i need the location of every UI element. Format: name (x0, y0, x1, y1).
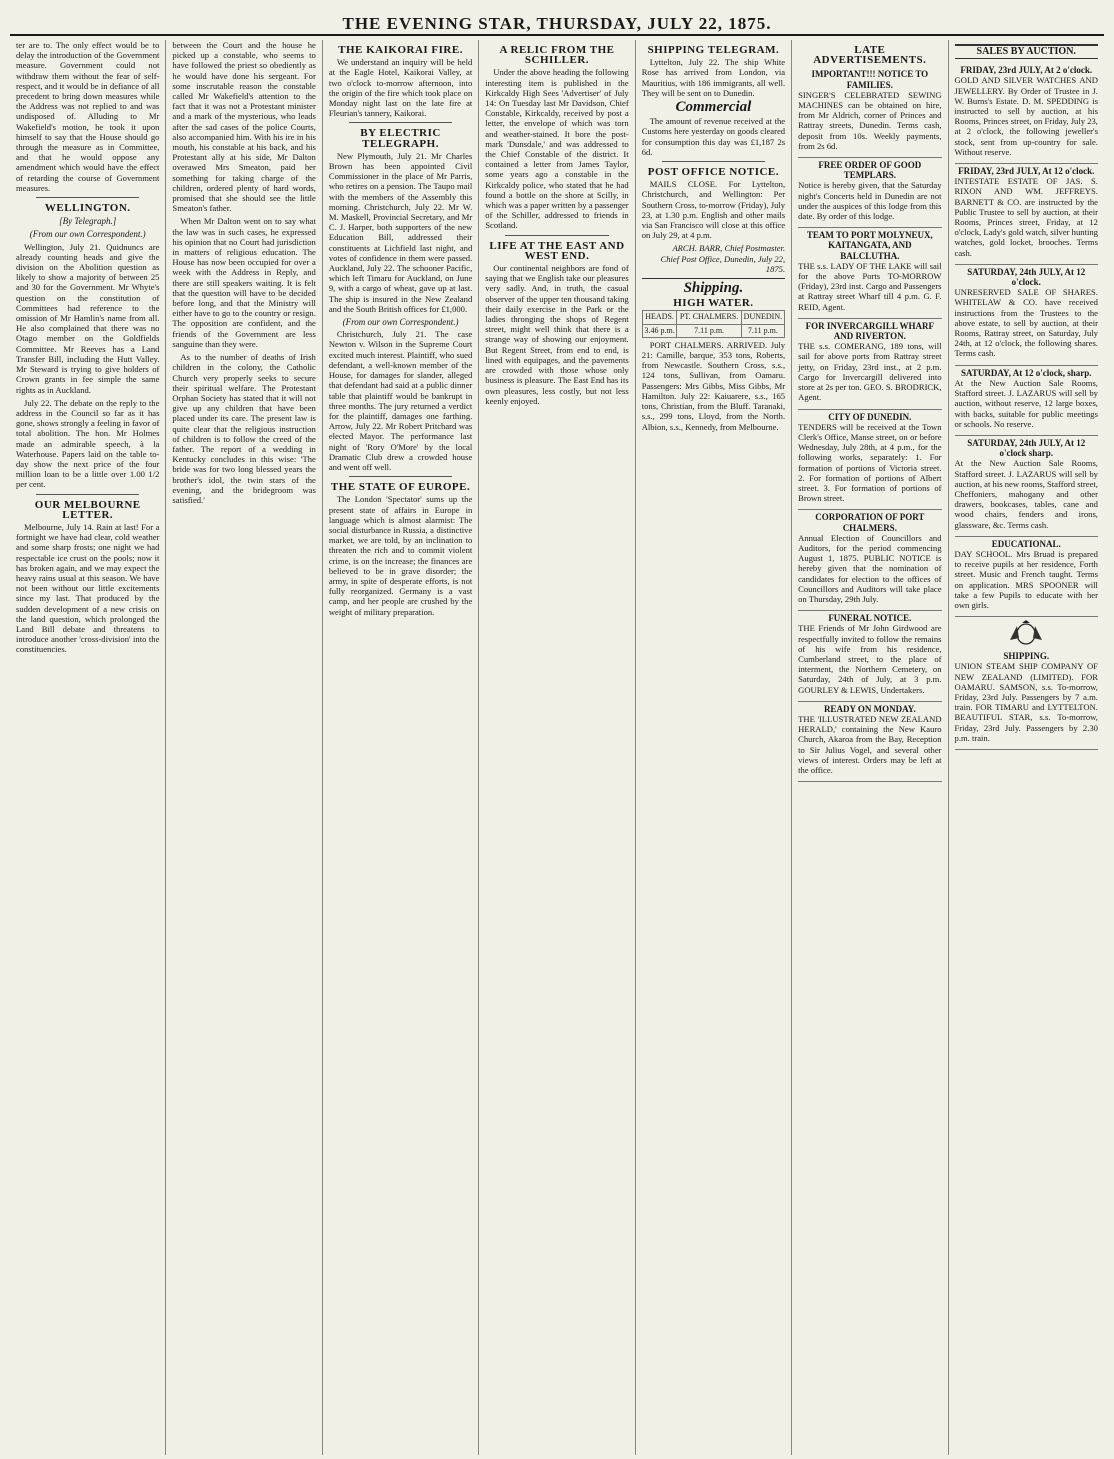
advertisement-text: Annual Election of Councillors and Auditors, for the period commencing August 1, 1875. PUBLIC NOTICE is hereby given that the nomination of candidates for election to the offices of Councillors and Auditors will take place on Thursday, 29th July. (798, 532, 942, 604)
intro-text: ter are to. The only effect would be to delay the introduction of the Government measure. Government could not withdraw them without the fear of self-respect, and it would be in defiance of all precedent to bring down measures while the Address was not replied to and was undisposed of. Alluding to Mr Wakefield's motion, he took it upon himself to say that the House should go through the measure as in Committee, and that he would oppose any amendment which would have the effect of retarding the course of Government measures. (16, 40, 160, 193)
divider (642, 278, 785, 279)
melbourne-heading: OUR MELBOURNE LETTER. (34, 498, 141, 521)
column-3 (323, 40, 479, 1455)
masthead (10, 6, 1104, 36)
late-advertisements-heading: LATE ADVERTISEMENTS. (813, 44, 927, 67)
advertisement-text: Notice is hereby given, that the Saturday night's Concerts held in Dunedin are not under the auspices of this lodge from this date. By order of this lodge. (798, 180, 942, 222)
article-text: between the Court and the house he picked up a constable, who seems to have followed the priest so obediently as he would have done his sergeant. For some inscrutable reason the constable called Mr Wakefield's attention to the fact that it was not a Protestant minister and a mark of the mysterious, who leads after the sad cases of the police Courts, also accompanied him. With his ire in his mouth, his constable at his back, and his Protestant ally at his side, Mr Dalton overawed Mrs Smeaton, paid her something for taking charge of the children, ordered plenty of hard words, promised that she should see the little Smeaton's father. (172, 40, 316, 214)
table-cell: 7.11 p.m. (741, 324, 784, 337)
kaikorai-text: We understand an inquiry will be held at the Eagle Hotel, Kaikorai Valley, at two o'clock to-morrow afternoon, into the origin of the fire which took place on Monday night last on the late fire at Fleurian's tannery, Kaikorai. (328, 57, 473, 119)
advertisement-heading: FREE ORDER OF GOOD TEMPLARS. (818, 160, 922, 181)
divider (36, 494, 139, 495)
life-text: Our continental neighbors are fond of saying that we English take our pleasures very sadly. And, in truth, the casual observer of the upper ten thousand taking their daily exercise in the Park or the ladies thronging the shops of Regent street, might well think that there is a strange way of showing our enjoyment. But Regent Street, from end to end, is lined with equipages, and the pavements are crowded with those whose only business is pleasure. The East End has its own pleasures, less costly, but not less keenly enjoyed. (485, 263, 629, 406)
advertisement-heading: SATURDAY, 24th JULY, At 12 o'clock. (967, 266, 1086, 288)
advertisement (798, 319, 941, 410)
europe-text: The London 'Spectator' sums up the present state of affairs in Europe in language which is almost alarmist: The social disturbance in Russia, a distinctive market, we are told, by an inclination to threaten the rich and to commit violent crime, is on the increase; the finances are believed to be in grave disorder; the army, in spite of desperate efforts, is not fully reorganized. Germany is a vast camp, and her people are crushed by the weight of military preparation. (328, 494, 473, 617)
advertisement (798, 67, 941, 158)
advertisement-heading: FUNERAL NOTICE. (828, 613, 912, 624)
commercial-heading: Commercial (675, 99, 752, 116)
advertisement (955, 265, 1098, 366)
divider (505, 235, 608, 236)
divider (349, 476, 452, 477)
telegraph-text: New Plymouth, July 21. Mr Charles Brown has been appointed Civil Commissioner in the place of Mr Parris, who retires on a pension. The Taupo mail with the members of the Assembly this morning. Christchurch, July 22. Mr W. M. Maskell, Provincial Secretary, and Mr C. J. Harper, both supporters of the new Education Bill, addressed their constituents at Lichfield last night, and votes of confidence in them were passed. Auckland, July 22. The schooner Pacific, which left Timaru for Auckland, on June 9, with a cargo of wheat, gave up at last. The ship is insured in the New Zealand and the South British offices for £1,000. (328, 150, 473, 314)
advertisement-text: UNION STEAM SHIP COMPANY OF NEW ZEALAND (LIMITED). FOR OAMARU. SAMSON, s.s. To-morrow, Friday, 23rd July. Passengers by 7 a.m. train. FOR TIMARU and LYTTELTON. BEAUTIFUL STAR, s.s. To-morrow, Friday, 23rd July. Passengers by 2.30 p.m. train. (954, 661, 1098, 743)
advertisement (798, 410, 941, 511)
advertisement-text: At the New Auction Sale Rooms, Stafford street. J. LAZARUS will sell by auction, without reserve, 12 large boxes, with backs, suitable for public meetings or schools. No reserve. (954, 377, 1098, 429)
advertisement-heading: SATURDAY, At 12 o'clock, sharp. (961, 367, 1092, 378)
advertisement-heading: FRIDAY, 23rd JULY, At 12 o'clock. (958, 166, 1095, 177)
column-6 (792, 40, 948, 1455)
post-office-heading: POST OFFICE NOTICE. (647, 166, 780, 179)
schiller-text: Under the above heading the following interesting item is published in the Kirkcaldy High Sees 'Advertiser' of July 14: On Tuesday last Mr Davidson, Chief Constable, Kirkcaldy, received by post a letter, the envelope of which was torn and weather-stained. It bore the post-mark 'Dunsdale,' and was addressed to the Chief Constable of the district. It contained a letter from James Taylor, some years ago a constable in the Kirkcaldy police, who stated that he had found a bottle on the shore at Scilly, in which was a paper written by a passenger of the Schiller, addressed to friends in Scotland. (485, 67, 629, 231)
royal-crest-icon (1006, 620, 1046, 646)
advertisement-heading: SHIPPING. (1003, 651, 1050, 662)
advertisement (955, 63, 1098, 164)
advertisement (798, 158, 941, 228)
advertisement-text: SINGER'S CELEBRATED SEWING MACHINES can be obtained on hire, from Mr Aldrich, corner of Princes and Rattray streets, Dunedin. Terms cash, deposit from 10s. Weekly payments, from 2s 6d. (798, 89, 942, 151)
wellington-heading: WELLINGTON. (44, 202, 131, 215)
divider (662, 161, 765, 162)
table-cell: DUNEDIN. (741, 311, 784, 324)
column-4 (479, 40, 635, 1455)
wellington-byline-2: (From our own Correspondent.) (29, 229, 146, 240)
advertisement-text: THE s.s. LADY OF THE LAKE will sail for the above Ports TO-MORROW (Friday), 23rd inst. Cargo and Passengers at Rattray street Wharf till 4 p.m. G. F. REID, Agent. (798, 260, 942, 312)
post-office-signature: ARCH. BARR, Chief Postmaster. (672, 243, 786, 254)
article-text: When Mr Dalton went on to say what the law was in such cases, he expressed his opinion that no Court had jurisdiction in matters of religious education. The House has now been occupied for over a week with the Address in Reply, and there are still speakers waiting. It is felt that the question will have to be decided before long, and that the Ministry will either have to go to the country or resign. The opposition are confident, and the friends of the Government are less sanguine than they were. (172, 216, 316, 349)
auction-heading: SALES BY AUCTION. (955, 44, 1098, 59)
table-cell: 7.11 p.m. (677, 324, 741, 337)
advertisement (798, 228, 941, 319)
advertisement-text: At the New Auction Sale Rooms, Stafford street. J. LAZARUS will sell by auction, at his new rooms, Stafford street, Cheffoniers, mahogany and other drawers, bookcases, tables, cane and wood chairs, fenders and irons, glassware, &c. Terms cash. (954, 458, 1098, 530)
advertisement (955, 164, 1098, 265)
column-2 (166, 40, 322, 1455)
advertisement (955, 436, 1098, 537)
shipping-telegram-text: Lyttelton, July 22. The ship White Rose has arrived from London, via Mauritius, with 186 immigrants, all well. They will be sent on to Dunedin. (641, 57, 786, 98)
kaikorai-heading: THE KAIKORAI FIRE. (338, 44, 463, 56)
columns (10, 40, 1104, 1455)
advertisement (798, 510, 941, 611)
column-1 (10, 40, 166, 1455)
advertisement-text: GOLD AND SILVER WATCHES AND JEWELLERY. By Order of Trustee in J. W. Burns's Estate. D. M. SPEDDING is instructed to sell by auction, at his Rooms, Princes street, on Friday, July 23, at 2 o'clock, the following jeweller's stock, sent from up-country for sale. Without reserve. (954, 75, 1098, 157)
melbourne-text: Melbourne, July 14. Rain at last! For a fortnight we have had clear, cold weather and some sharp frosts; one night we had respectable ice crust on the pools; now it has broken again, and we may expect the heavy rains usual at this season. We have not been without our little excitements since my last. That produced by the sudden development of a new crisis on the land question, which prolonged the Land Bill debate and threatens to introduce another 'cross-division' into the constituencies. (16, 521, 160, 655)
advertisement-heading: CORPORATION OF PORT CHALMERS. (815, 512, 925, 533)
advertisement-text: THE Friends of Mr John Girdwood are respectfully invited to follow the remains of his wife from his residence, Cumberland street, to the place of interment, the Northern Cemetery, on Saturday, 24th of July, at 3 p.m. GOURLEY & LEWIS, Undertakers. (798, 623, 942, 695)
advertisement-heading: CITY OF DUNEDIN. (828, 411, 912, 422)
column-7 (949, 40, 1104, 1455)
life-heading: LIFE AT THE EAST AND WEST END. (489, 239, 625, 262)
advertisement-heading: READY ON MONDAY. (823, 703, 916, 714)
advertisement-text: INTESTATE ESTATE OF JAS. S. RIXON AND WM. JEFFREYS. BARNETT & CO. are instructed by the Public Trustee to sell by auction, at their Rooms, Princes street, Friday, at 12 o'clock, Lady's gold watch, silver hunting watches, gold locket, brooches. Terms cash. (954, 176, 1098, 258)
masthead-title: THE EVENING STAR, THURSDAY, JULY 22, 1875. (342, 14, 772, 33)
advertisement-heading: SATURDAY, 24th JULY, At 12 o'clock sharp. (967, 437, 1086, 459)
commercial-text: The amount of revenue received at the Customs here yesterday on goods cleared for consumption this day was £1,187 2s 6d. (641, 116, 786, 157)
advertisement-heading: FOR INVERCARGILL WHARF AND RIVERTON. (805, 320, 934, 342)
table-cell: PT. CHALMERS. (677, 311, 741, 324)
advertisement (955, 649, 1098, 750)
advertisement (955, 537, 1098, 617)
wellington-byline: [By Telegraph.] (59, 216, 117, 227)
advertisement (798, 611, 941, 702)
advertisement-text: THE s.s. COMERANG, 189 tons, will sail for above ports from Rattray street jetty, on Friday, 23rd inst., at 2 p.m. Cargo for Invercargill delivered into store at 2s per ton. GEO. S. BRODRICK, Agent. (798, 341, 942, 403)
divider (349, 122, 452, 123)
high-water-table (642, 310, 785, 337)
divider (36, 197, 139, 198)
wellington-text-2: July 22. The debate on the reply to the address in the Council so far as it has gone, shows strongly a feeling in favor of total abolition. The hon. Mr Holmes made an admirable speech, à la Waterhouse. Papers laid on the table to-day show the next price of the four million loan to be a little over 1.00 1/2 per cent. (16, 397, 160, 490)
table-cell: 3.46 p.m. (642, 324, 677, 337)
advertisement-text: DAY SCHOOL. Mrs Bruad is prepared to receive pupils at her residence, Forth street. Music and French taught. Terms on application. MRS SPOONER will take a few Pupils to educate with her own girls. (954, 548, 1098, 610)
table-row (642, 324, 784, 337)
advertisement-heading: FRIDAY, 23rd JULY, At 2 o'clock. (960, 65, 1093, 76)
advertisement-text: TENDERS will be received at the Town Clerk's Office, Manse street, on or before Wednesday, July 28th, at 4 p.m., for the following works, separately: 1. For formation of portions of Victoria street. 2. For formation of portions of Albert street. 3. For formation of portions of Brown street. (798, 421, 942, 504)
shipping-heading: Shipping. (683, 280, 744, 297)
advertisement-text: UNRESERVED SALE OF SHARES. WHITELAW & CO. have received instructions from the Trustees to the above estate, to sell by auction, at their Rooms, Rattray street, on Saturday, July 24th, at 12 o'clock, the following shares. Terms cash. (954, 287, 1098, 359)
advertisement (955, 366, 1098, 436)
table-row (642, 311, 784, 324)
arrivals-text: PORT CHALMERS. ARRIVED. July 21: Camille, barque, 353 tons, Roberts, from Newcastle. Southern Cross, s.s., 124 tons, Sullivan, from Oamaru. Passengers: Mrs Gibbs, Miss Gibbs, Mr Hamilton. July 22: Kaiuarere, s.s., 165 tons, Christian, from the Bluff. Taranaki, s.s., 299 tons, Lloyd, from the North. Albion, s.s., Kennedy, from Melbourne. (641, 339, 786, 432)
advertisement-heading: IMPORTANT!!! NOTICE TO FAMILIES. (811, 69, 929, 90)
shipping-telegram-heading: SHIPPING TELEGRAM. (647, 44, 780, 56)
advertisement-heading: TEAM TO PORT MOLYNEUX, KAITANGATA, AND BALCLUTHA. (806, 230, 933, 261)
wellington-text: Wellington, July 21. Quidnuncs are already counting heads and give the division on the Abolition question as likely to show a majority of between 25 and 30 for the Government. Mr Whyte's question on the constitution of Committees had reference to the omission of Mr Hamlin's name from all. He also complained that there was no Otago member on the Goldfields Committee. Mr Reeves has a Land Transfer Bill, including the Hutt Valley. Mr Steward is trying to give holders of Crown grants in fee simple the same rights as in Auckland. (16, 241, 160, 395)
telegraph-heading: BY ELECTRIC TELEGRAPH. (360, 127, 441, 150)
article-text: As to the number of deaths of Irish children in the colony, the Catholic Church very properly seeks to secure their spiritual welfare. The Protestant Orphan Society has stated that it will not give up any children that have been placed under its care. The present law is quite clear that the religious instruction of children is to follow the creed of the father. The report of a wedding in Kentucky concludes in this wise: 'The bride was for two long blessed years the brother's idol, the twin stars of the evening, and the bridegroom was satisfied.' (172, 352, 316, 505)
europe-heading: THE STATE OF EUROPE. (330, 481, 471, 494)
post-office-text: MAILS CLOSE. For Lyttelton, Christchurch, and Wellington: Per Southern Cross, to-morrow (Friday), July 23, at 1.30 p.m. English and other mails via San Francisco will close at this office on July 29, at 4 p.m. (641, 179, 786, 241)
post-office-date: Chief Post Office, Dunedin, July 22, 1875. (660, 253, 786, 274)
correspondent-byline: (From our own Correspondent.) (342, 317, 459, 328)
column-5 (636, 40, 792, 1455)
advertisement-text: THE 'ILLUSTRATED NEW ZEALAND HERALD,' containing the New Kauro Church, Akaroa from the Bay, Reception to Sir Julius Vogel, and several other views of interest. Orders may be left at the office. (798, 713, 942, 775)
table-cell: HEADS. (642, 311, 677, 324)
advertisement-heading: EDUCATIONAL. (991, 538, 1061, 549)
high-water-heading: HIGH WATER. (673, 297, 754, 310)
schiller-heading: A RELIC FROM THE SCHILLER. (499, 44, 615, 67)
correspondent-text: Christchurch, July 21. The case Newton v. Wilson in the Supreme Court excited much interest. Plaintiff, who sued defendant, a well-known member of the House, for damages for slander, alleged that defendant had said at a public dinner table that plaintiff would be bankrupt in three months. The jury returned a verdict for the plaintiff, damages one farthing. Arrow, July 22. Mr Robert Pritchard was elected Mayor. The performance last night of 'Rory O'More' by the local Dramatic Club drew a crowded house and went off well. (328, 329, 473, 472)
advertisement (798, 702, 941, 782)
